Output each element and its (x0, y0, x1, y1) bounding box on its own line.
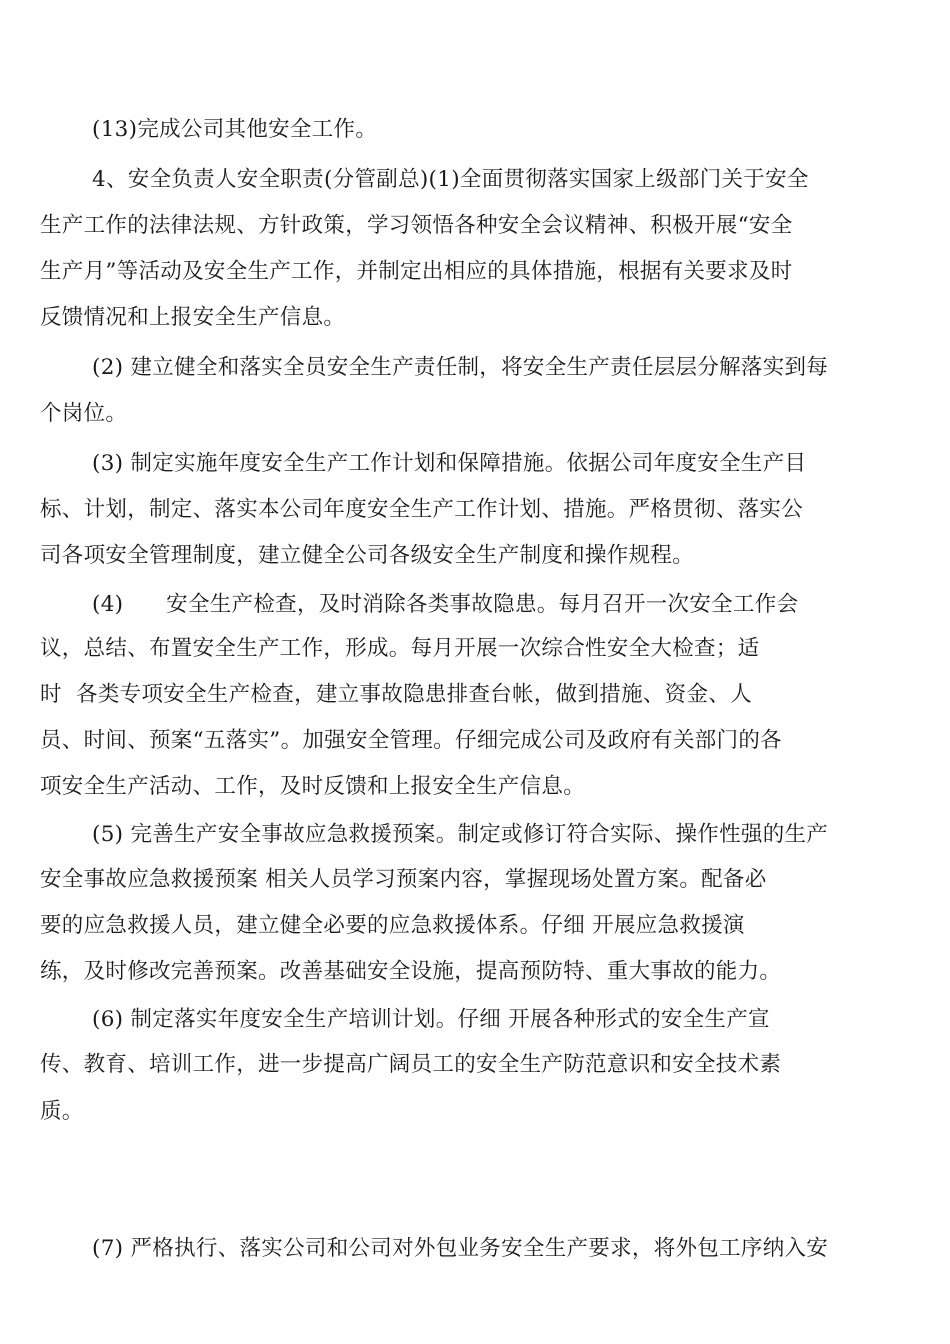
paragraph-3-line-3: 司各项安全管理制度，建立健全公司各级安全生产制度和操作规程。 (40, 543, 695, 568)
paragraph-13-line-1: (13)完成公司其他安全工作。 (92, 117, 378, 142)
paragraph-3-line-1: (3) 制定实施年度安全生产工作计划和保障措施。依据公司年度安全生产目 (92, 451, 807, 476)
paragraph-4-line-1: (4) 安全生产检查，及时消除各类事故隐患。每月召开一次安全工作会 (92, 592, 799, 617)
paragraph-5-line-4: 练，及时修改完善预案。改善基础安全设施，提高预防特、重大事故的能力。 (40, 959, 782, 984)
section-4-line-4: 反馈情况和上报安全生产信息。 (40, 305, 346, 330)
section-4-line-3: 生产月”等活动及安全生产工作，并制定出相应的具体措施，根据有关要求及时 (40, 259, 793, 284)
paragraph-5-line-2: 安全事故应急救援预案 相关人员学习预案内容，掌握现场处置方案。配备必 (40, 867, 767, 892)
paragraph-2-line-1: (2) 建立健全和落实全员安全生产责任制，将安全生产责任层层分解落实到每 (92, 355, 829, 380)
section-4-line-1: 4、安全负责人安全职责(分管副总)(1)全面贯彻落实国家上级部门关于安全 (92, 167, 809, 192)
paragraph-6-line-2: 传、教育、培训工作，进一步提高广阔员工的安全生产防范意识和安全技术素 (40, 1052, 782, 1077)
paragraph-6-line-3: 质。 (40, 1099, 84, 1124)
paragraph-4-line-5: 项安全生产活动、工作，及时反馈和上报安全生产信息。 (40, 774, 586, 799)
paragraph-6-line-1: (6) 制定落实年度安全生产培训计划。仔细 开展各种形式的安全生产宣 (92, 1007, 770, 1032)
paragraph-4-line-2: 议，总结、布置安全生产工作，形成。每月开展一次综合性安全大检查；适 (40, 636, 760, 661)
paragraph-3-line-2: 标、计划，制定、落实本公司年度安全生产工作计划、措施。严格贯彻、落实公 (40, 497, 804, 522)
paragraph-7-line-1: (7) 严格执行、落实公司和公司对外包业务安全生产要求，将外包工序纳入安 (92, 1236, 829, 1261)
paragraph-2-line-2: 个岗位。 (40, 401, 128, 426)
paragraph-5-line-3: 要的应急救援人员，建立健全必要的应急救援体系。仔细 开展应急救援演 (40, 913, 745, 938)
section-4-line-2: 生产工作的法律法规、方针政策，学习领悟各种安全会议精神、积极开展“安全 (40, 213, 793, 238)
paragraph-4-line-4: 员、时间、预案“五落实”。加强安全管理。仔细完成公司及政府有关部门的各 (40, 728, 782, 753)
paragraph-4-line-3: 时 各类专项安全生产检查，建立事故隐患排查台帐，做到措施、资金、人 (40, 682, 752, 707)
paragraph-5-line-1: (5) 完善生产安全事故应急救援预案。制定或修订符合实际、操作性强的生产 (92, 822, 829, 847)
